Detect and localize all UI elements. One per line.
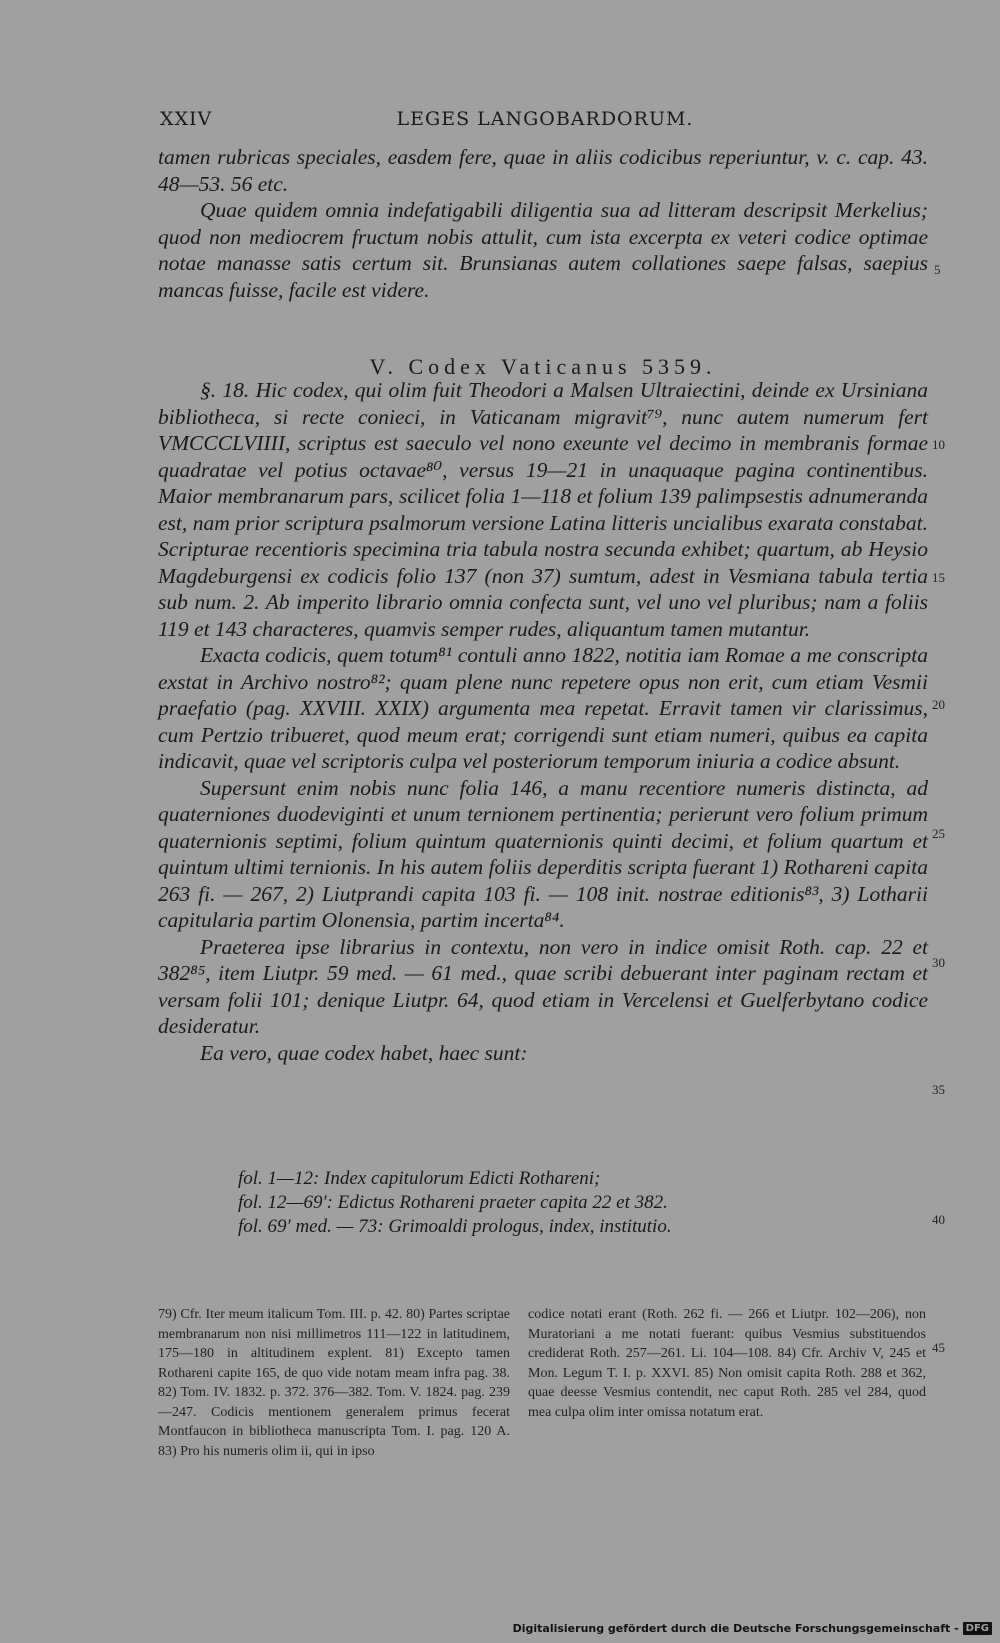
line-number: 25 xyxy=(932,826,945,841)
paragraph-supersunt: Supersunt enim nobis nunc folia 146, a manu recentiore numeris distincta, ad quaterniones duodeviginti et unum ternionem pertinentia; perierunt vero folium primum quaternionis septimi, folium quintum quaternionis quinti decimi, et folium quartum et quintum ultimi ternionis. In his autem foliis deperditis scripta fuerant 1) Rothareni capita 263 fi. — 267, 2) Liutprandi capita 103 fi. — 108 init. nostrae editionis⁸³, 3) Lotharii capitularia partim Olonensia, partim incerta⁸⁴. xyxy=(158,775,928,932)
footnotes-left-column xyxy=(158,1305,510,1461)
intro-paragraph: tamen rubricas speciales, easdem fere, quae in aliis codicibus reperiuntur, v. c. cap. 43. 48—53. 56 etc. xyxy=(158,145,928,196)
paragraph-section-18: §. 18. Hic codex, qui olim fuit Theodori a Malsen Ultraiectini, deinde ex Ursiniana bibliotheca, si recte conieci, in Vaticanam migravit⁷⁹, nunc autem numerum fert VMCCCLVIIII, scriptus est saeculo vel nono exeunte vel decimo in membranis formae quadratae vel potius octavae⁸⁰, versus 19—21 in unaquaque pagina continentibus. Maior membranarum pars, scilicet folia 1—118 et folium 139 palimpsestis adnumeranda est, nam prior scriptura psalmorum versione Latina litteris uncialibus exarata constabat. Scripturae recentioris specimina tria tabula nostra secunda exhibet; quartum, ab Heysio Magdeburgensi ex codicis folio 137 (non 37) sumtum, adest in Vesmiana tabula tertia sub num. 2. Ab imperito librario omnia confecta sunt, vel uno vel pluribus; nam a foliis 119 et 143 characteres, quamvis semper rudes, aliquantum tamen mutantur. xyxy=(158,378,928,641)
line-number: 5 xyxy=(934,262,941,277)
paragraph-praeterea: Praeterea ipse librarius in contextu, non vero in indice omisit Roth. cap. 22 et 382⁸⁵, item Liutpr. 59 med. — 61 med., quae scribi debuerant inter paginam rectam et versam folii 101; denique Liutpr. 64, quod etiam in Vercelensi et Guelferbytano codice desideratur. xyxy=(158,934,928,1038)
line-number: 10 xyxy=(932,437,945,452)
main-text-block xyxy=(158,377,928,1066)
line-number: 40 xyxy=(932,1212,945,1227)
line-number: 35 xyxy=(932,1082,945,1097)
line-number: 15 xyxy=(932,570,945,585)
running-title: LEGES LANGOBARDORUM. xyxy=(396,108,694,130)
credit-text: Digitalisierung gefördert durch die Deutsche Forschungsgemeinschaft - xyxy=(512,1622,959,1635)
line-number: 20 xyxy=(932,697,945,712)
list-item: fol. 69′ med. — 73: Grimoaldi prologus, index, institutio. xyxy=(238,1216,672,1237)
footnote-text: 79) Cfr. Iter meum italicum Tom. III. p. 42. 80) Partes scriptae membranarum non nisi millimetros 111—122 in latitudinem, 175—180 in altitudinem explent. 81) Excepto tamen Rothareni capite 165, de quo vide notam meam infra pag. 38. 82) Tom. IV. 1832. p. 372. 376—382. Tom. V. 1824. pag. 239—247. Codicis mentionem generalem primus fecerat Montfaucon in bibliotheca manuscripta Tom. I. pag. 120 A. 83) Pro his numeris olim ii, qui in ipso xyxy=(158,1307,510,1459)
dfg-logo: DFG xyxy=(963,1622,992,1635)
intro-text-block xyxy=(158,144,928,303)
paragraph-exacta: Exacta codicis, quem totum⁸¹ contuli anno 1822, notitia iam Romae a me conscripta exstat in Archivo nostro⁸²; quam plene nunc repetere opus non erit, cum etiam Vesmii praefatio (pag. XXVIII. XXIX) argumenta mea repetat. Erravit tamen vir clarissimus, cum Pertzio tribueret, quod meum erat; corrigendi sunt etiam numeri, quibus ea capita indicavit, quae vel scriptoris culpa vel posteriorum temporum iniuria a codice absunt. xyxy=(158,643,928,773)
footnotes-right-column xyxy=(528,1305,926,1422)
running-header xyxy=(160,108,930,138)
page-number: XXIV xyxy=(160,108,213,130)
list-item: fol. 12—69′: Edictus Rothareni praeter capita 22 et 382. xyxy=(238,1192,668,1213)
contents-list xyxy=(238,1167,888,1239)
list-item: fol. 1—12: Index capitulorum Edicti Rothareni; xyxy=(238,1168,601,1189)
footnote-text: codice notati erant (Roth. 262 fi. — 266 et Liutpr. 102—206), non Muratoriani a me notati fuerant: quibus Vesmius substituendos crediderat Roth. 257—261. Li. 104—108. 84) Cfr. Archiv V, 245 et Mon. Legum T. I. p. XXVI. 85) Non omisit capita Roth. 288 et 362, quae deesse Vesmius contendit, nec caput Roth. 285 vel 284, quod mea culpa olim inter omissa notatum erat. xyxy=(528,1307,926,1420)
section-title: V. Codex Vaticanus 5359. xyxy=(369,354,717,379)
paragraph-quae-quidem: Quae quidem omnia indefatigabili diligentia sua ad litteram descripsit Merkelius; quod non mediocrem fructum nobis attulit, cum ista excerpta ex veteri codice optimae notae manasse satis certum sit. Brunsianas autem collationes saepe falsas, saepius mancas fuisse, facile est videre. xyxy=(158,198,928,302)
line-number: 45 xyxy=(932,1340,945,1355)
digitization-credit xyxy=(513,1622,992,1635)
line-number: 30 xyxy=(932,955,945,970)
paragraph-ea-vero: Ea vero, quae codex habet, haec sunt: xyxy=(200,1040,528,1065)
